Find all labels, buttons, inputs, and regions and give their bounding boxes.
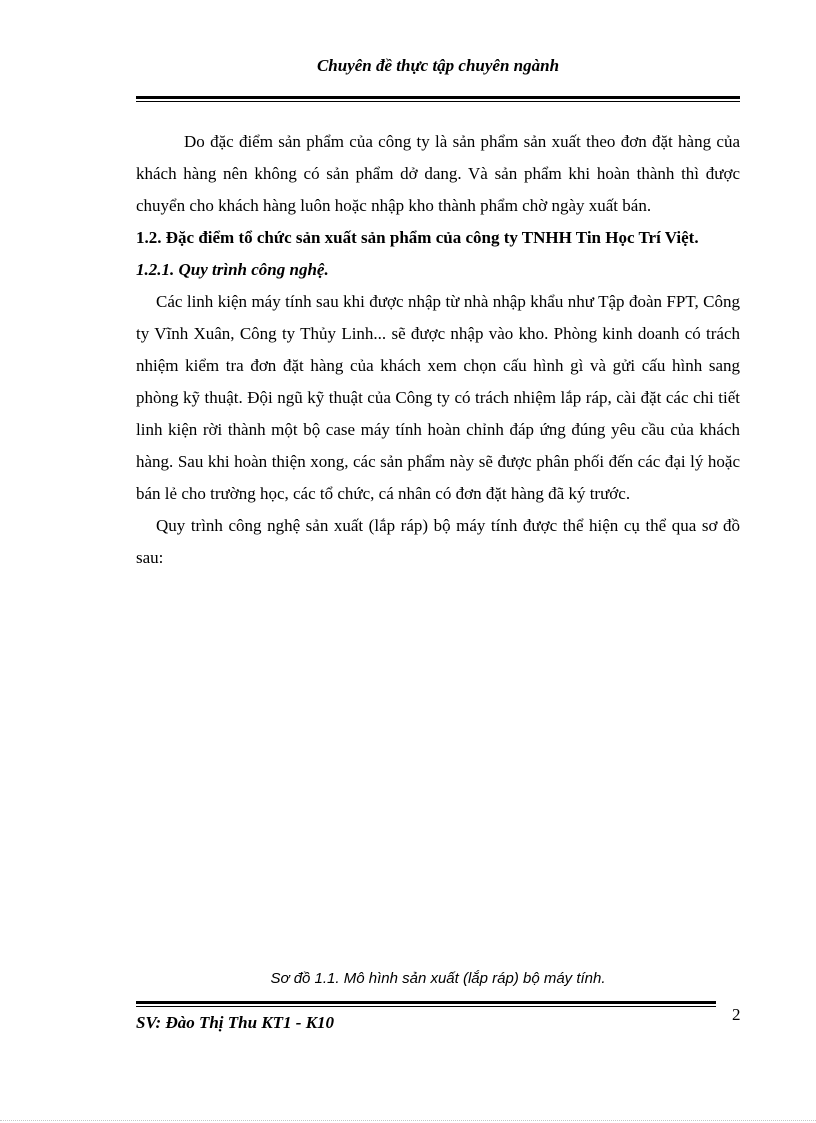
subsection-heading: 1.2.1. Quy trình công nghệ. bbox=[136, 260, 329, 279]
body-text bbox=[136, 126, 740, 574]
page-bottom-edge bbox=[0, 1120, 816, 1121]
paragraph-diagram-intro: Quy trình công nghệ sản xuất (lắp ráp) bộ máy tính được thể hiện cụ thể qua sơ đồ sau: bbox=[136, 516, 740, 567]
footer-rule-thin bbox=[136, 1006, 716, 1007]
header-rule-thin bbox=[136, 101, 740, 102]
section-heading: 1.2. Đặc điểm tổ chức sản xuất sản phẩm của công ty TNHH Tin Học Trí Việt. bbox=[136, 228, 699, 247]
figure-caption: Sơ đồ 1.1. Mô hình sản xuất (lắp ráp) bộ máy tính. bbox=[270, 970, 606, 987]
page-number: 2 bbox=[732, 1005, 741, 1024]
header-title: Chuyên đề thực tập chuyên ngành bbox=[316, 56, 560, 75]
diagram-area bbox=[136, 680, 740, 960]
paragraph-product-characteristics: Do đặc điểm sản phẩm của công ty là sản phẩm sản xuất theo đơn đặt hàng của khách hàng nên không có sản phẩm dở dang. Và sản phẩm khi hoàn thành thì được chuyển cho khách hàng luôn hoặc nhập kho thành phẩm chờ ngày xuất bán. bbox=[136, 132, 740, 215]
paragraph-process-description: Các linh kiện máy tính sau khi được nhập từ nhà nhập khẩu như Tập đoàn FPT, Công ty Vĩnh Xuân, Công ty Thủy Linh... sẽ được nhập vào kho. Phòng kinh doanh có trách nhiệm kiểm tra đơn đặt hàng của khách xem chọn cấu hình gì và gửi cấu hình sang phòng kỹ thuật. Đội ngũ kỹ thuật của Công ty có trách nhiệm lắp ráp, cài đặt các chi tiết linh kiện rời thành một bộ case máy tính hoàn chỉnh đáp ứng đúng yêu cầu của khách hàng. Sau khi hoàn thiện xong, các sản phẩm này sẽ được phân phối đến các đại lý hoặc bán lẻ cho trường học, các tổ chức, cá nhân có đơn đặt hàng đã ký trước. bbox=[136, 292, 740, 503]
footer-rule-thick bbox=[136, 1001, 716, 1004]
header-rule-thick bbox=[136, 96, 740, 99]
footer-student-name: SV: Đào Thị Thu KT1 - K10 bbox=[136, 1013, 335, 1032]
